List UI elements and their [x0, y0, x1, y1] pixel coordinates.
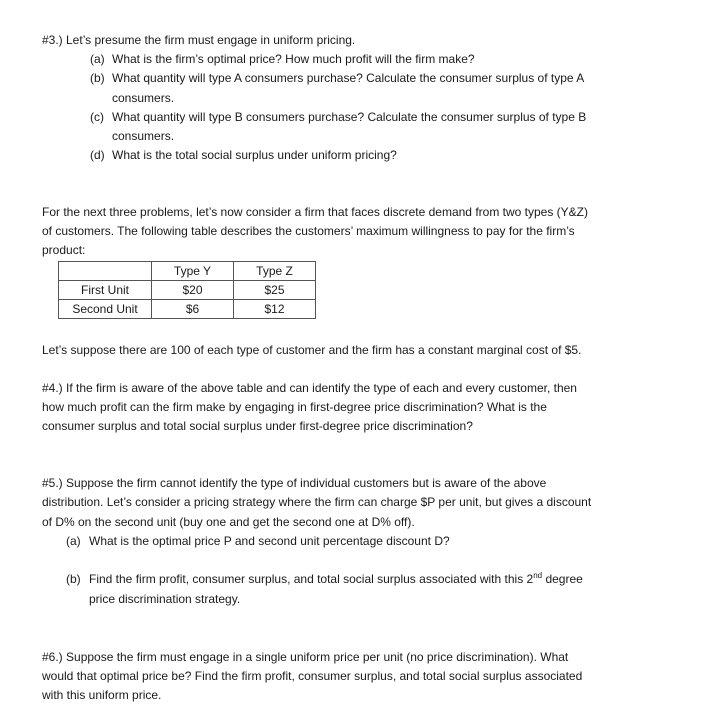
assumption-text: Let’s suppose there are 100 of each type of customer and the firm has a constant marginal cost of $5.	[42, 343, 582, 357]
q6-line-1: #6.) Suppose the firm must engage in a single uniform price per unit (no price discrimination). What	[42, 650, 569, 664]
table-cell: $6	[152, 300, 234, 319]
q4-line-3: consumer surplus and total social surplus under first-degree price discrimination?	[42, 419, 473, 433]
table-row	[59, 300, 316, 319]
q3-item-d-text: What is the total social surplus under uniform pricing?	[112, 148, 397, 162]
q3-item-c-label: (c)	[90, 110, 104, 124]
q5-line-2: distribution. Let’s consider a pricing strategy where the firm can charge $P per unit, but gives a discount	[42, 495, 592, 509]
table-header-blank	[59, 262, 152, 281]
q5-line-3: of D% on the second unit (buy one and get the second one at D% off).	[42, 515, 415, 529]
q3-item-b-cont: consumers.	[112, 91, 175, 105]
q5-item-b-superscript: nd	[533, 571, 543, 580]
q3-item-c-cont: consumers.	[112, 129, 175, 143]
q3-item-c-text: What quantity will type B consumers purchase? Calculate the consumer surplus of type B	[112, 110, 587, 124]
q5-line-1: #5.) Suppose the firm cannot identify the type of individual customers but is aware of the above	[42, 476, 547, 490]
q5-item-b-label: (b)	[66, 572, 81, 586]
q6-line-2: would that optimal price be? Find the firm profit, consumer surplus, and total social surplus associated	[42, 669, 583, 683]
table-cell: $12	[234, 300, 316, 319]
q6-line-3: with this uniform price.	[42, 688, 162, 702]
willingness-to-pay-table	[58, 261, 316, 319]
q3-intro: #3.) Let’s presume the firm must engage in uniform pricing.	[42, 33, 356, 47]
q3-item-b-label: (b)	[90, 71, 105, 85]
table-cell: $20	[152, 281, 234, 300]
table-header-row	[59, 262, 316, 281]
context-line-3: product:	[42, 243, 86, 257]
context-line-1: For the next three problems, let’s now consider a firm that faces discrete demand from two types (Y&Z)	[42, 205, 589, 219]
table-row-label: First Unit	[59, 281, 152, 300]
q4-line-2: how much profit can the firm make by engaging in first-degree price discrimination? What is the	[42, 400, 547, 414]
q5-item-b-text	[89, 570, 583, 589]
context-line-2: of customers. The following table describes the customers’ maximum willingness to pay for the firm’s	[42, 224, 575, 238]
table-cell: $25	[234, 281, 316, 300]
table-header-type-y: Type Y	[152, 262, 234, 281]
q4-line-1: #4.) If the firm is aware of the above table and can identify the type of each and every customer, then	[42, 381, 577, 395]
q3-item-a-text: What is the firm’s optimal price? How much profit will the firm make?	[112, 52, 475, 66]
q5-item-b-text-pre: Find the firm profit, consumer surplus, and total social surplus associated with this 2	[89, 572, 534, 586]
table-header-type-z: Type Z	[234, 262, 316, 281]
q3-item-a-label: (a)	[90, 52, 105, 66]
q3-item-d-label: (d)	[90, 148, 105, 162]
table-row	[59, 281, 316, 300]
q5-item-b-cont: price discrimination strategy.	[89, 592, 241, 606]
q5-item-a-text: What is the optimal price P and second unit percentage discount D?	[89, 534, 450, 548]
table-row-label: Second Unit	[59, 300, 152, 319]
q5-item-a-label: (a)	[66, 534, 81, 548]
q3-item-b-text: What quantity will type A consumers purchase? Calculate the consumer surplus of type A	[112, 71, 585, 85]
q5-item-b-text-post: degree	[542, 572, 583, 586]
